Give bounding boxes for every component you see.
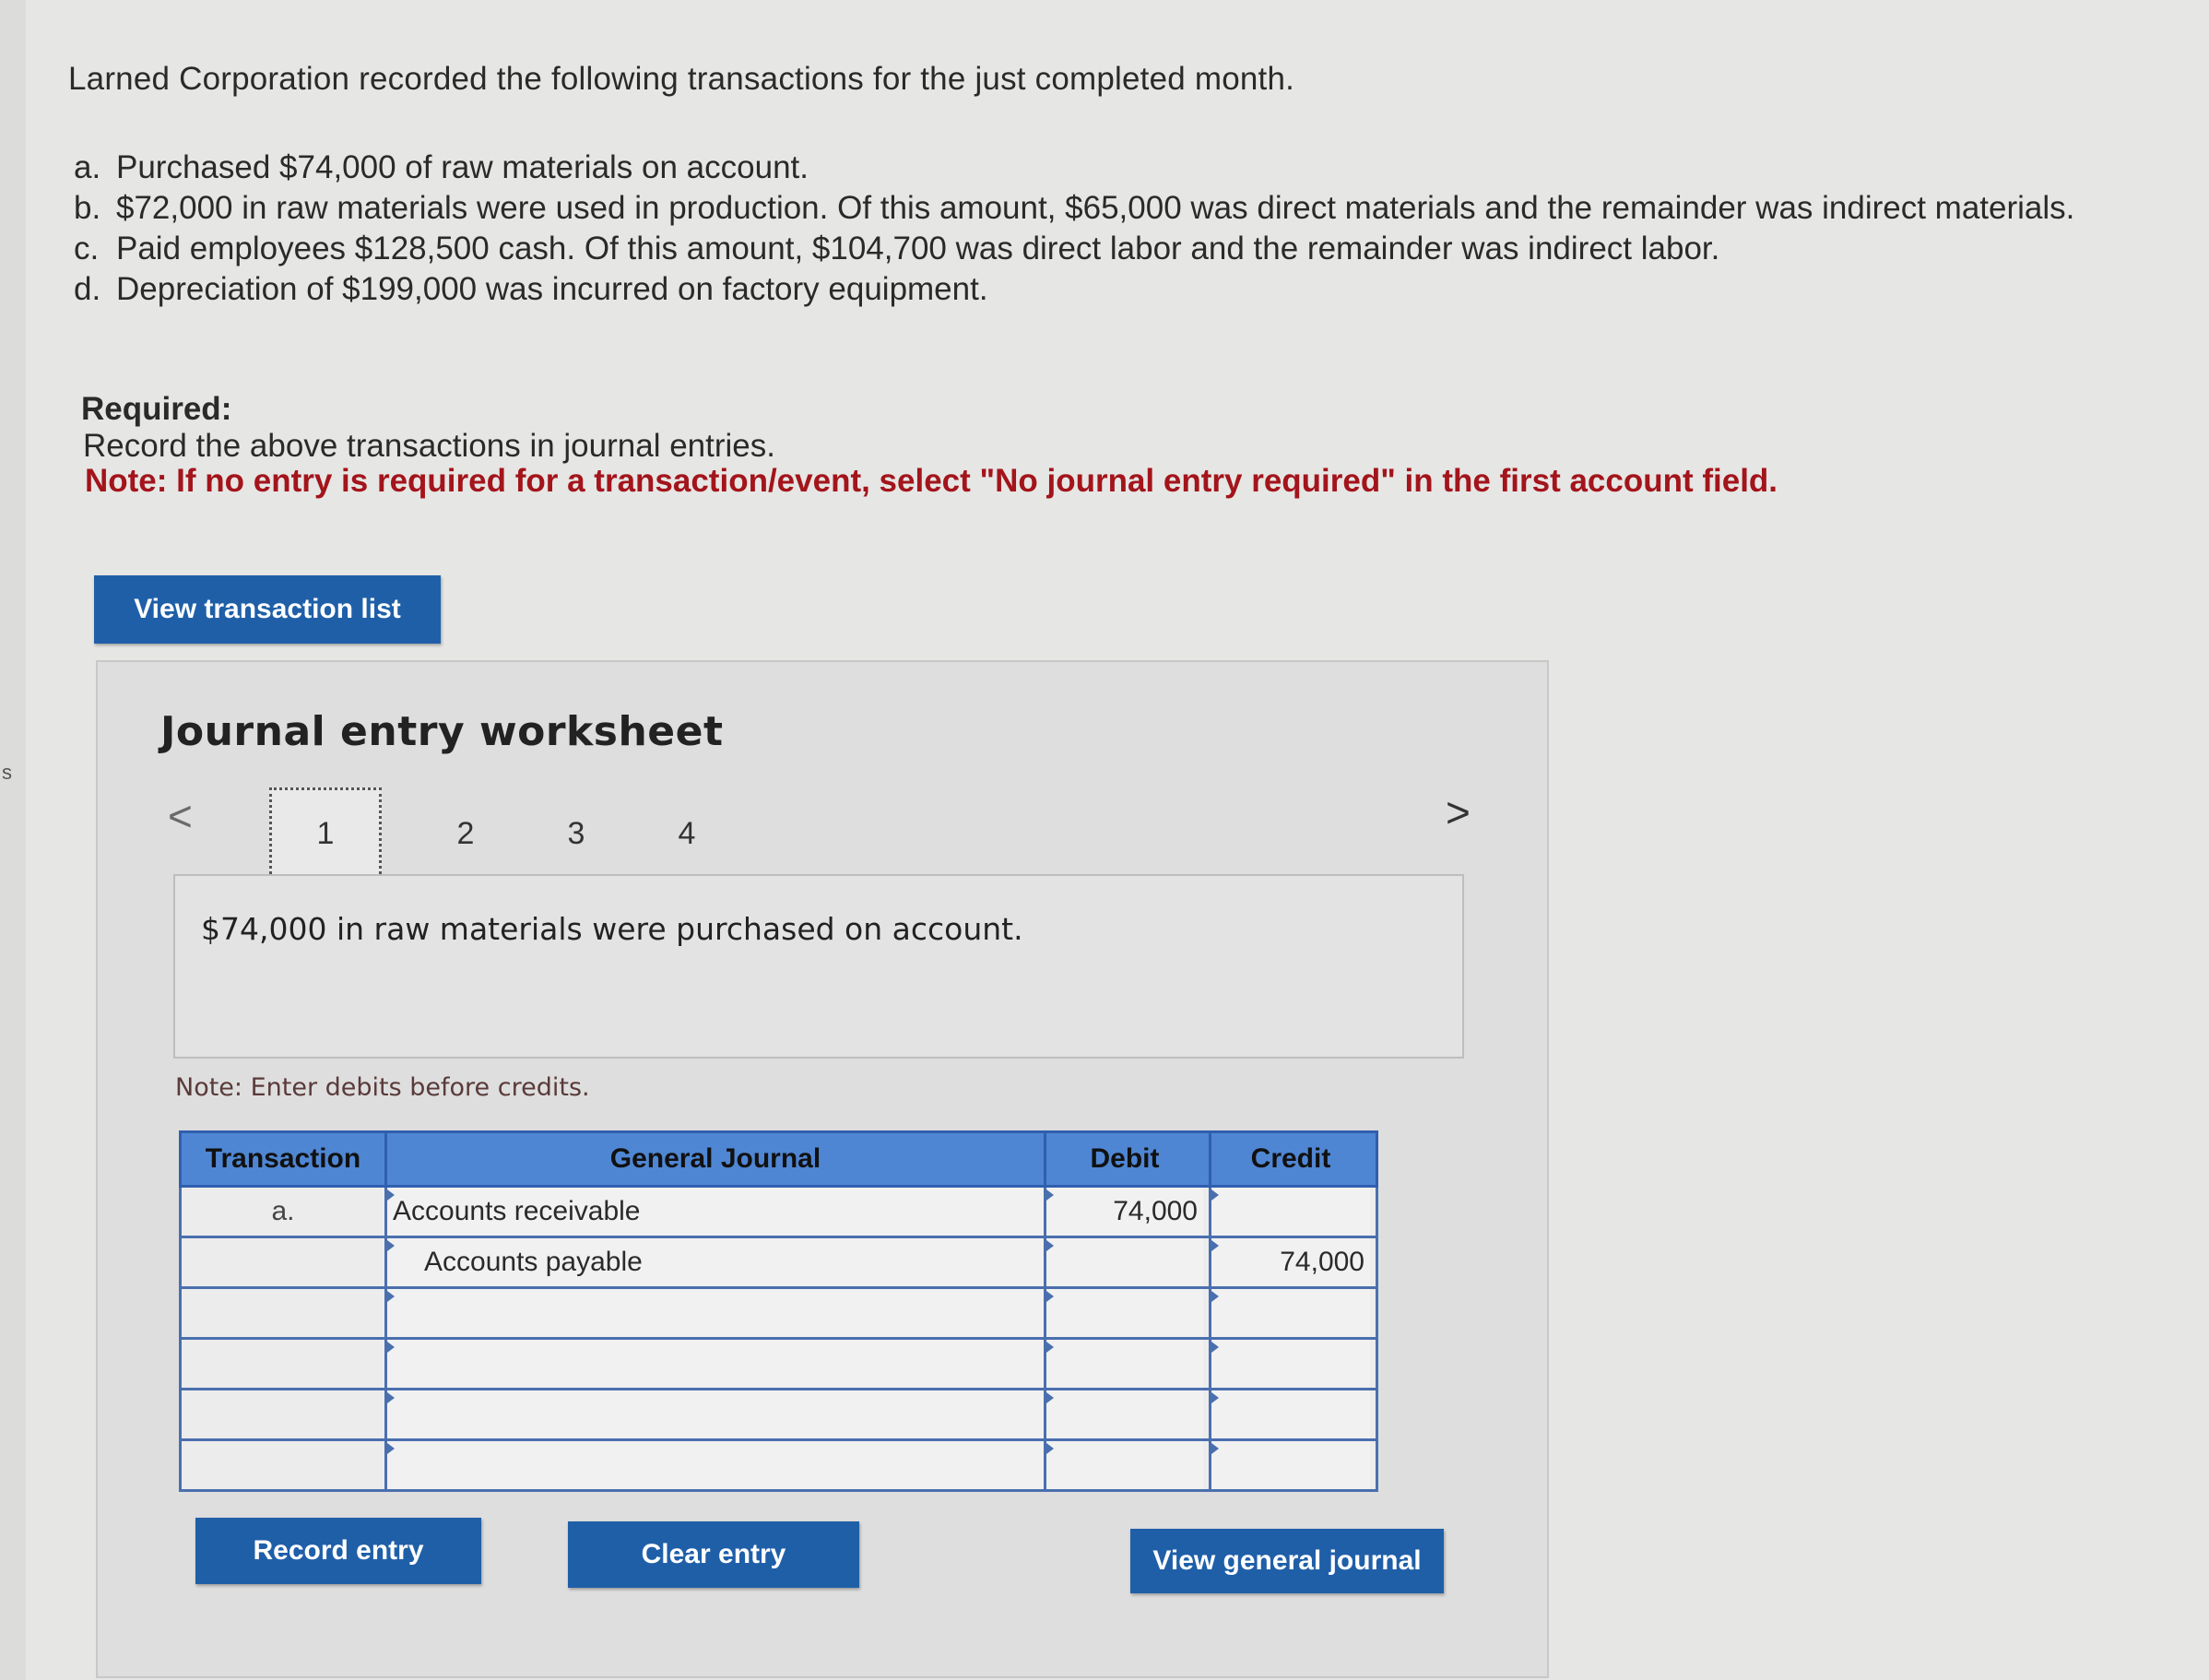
edge-letter: s (2, 761, 12, 784)
table-row (181, 1440, 1377, 1491)
transaction-cell (181, 1288, 386, 1339)
prev-chevron-icon[interactable]: < (168, 792, 193, 840)
required-note: Note: If no entry is required for a transaction/event, select "No journal entry required" in the first account field. (85, 463, 1778, 499)
transaction-description-box (173, 874, 1464, 1059)
table-row (181, 1237, 1377, 1288)
debit-input[interactable] (1045, 1288, 1211, 1339)
tab-1[interactable]: 1 (269, 787, 382, 880)
credit-input[interactable] (1211, 1390, 1377, 1440)
transaction-item-c: c. Paid employees $128,500 cash. Of this amount, $104,700 was direct labor and the remainder was indirect labor. (74, 231, 1720, 266)
header-transaction: Transaction (181, 1132, 386, 1187)
journal-table (179, 1130, 1378, 1492)
next-chevron-icon[interactable]: > (1446, 788, 1471, 836)
account-select[interactable] (386, 1288, 1045, 1339)
transaction-description: $74,000 in raw materials were purchased on account. (201, 911, 1023, 947)
journal-entry-worksheet (96, 660, 1549, 1678)
debits-note: Note: Enter debits before credits. (175, 1073, 590, 1102)
tab-4[interactable]: 4 (678, 815, 696, 851)
table-row (181, 1390, 1377, 1440)
transaction-cell (181, 1390, 386, 1440)
credit-input[interactable]: 74,000 (1211, 1237, 1377, 1288)
debit-input[interactable] (1045, 1339, 1211, 1390)
account-select[interactable] (386, 1440, 1045, 1491)
header-debit: Debit (1045, 1132, 1211, 1187)
left-edge-panel (0, 0, 26, 1680)
transaction-item-d: d. Depreciation of $199,000 was incurred on factory equipment. (74, 271, 988, 307)
table-row (181, 1288, 1377, 1339)
header-general-journal: General Journal (386, 1132, 1045, 1187)
transaction-item-b: b. $72,000 in raw materials were used in production. Of this amount, $65,000 was direct materials and the remainder was indirect materials. (74, 190, 2075, 226)
transaction-cell (181, 1237, 386, 1288)
transaction-cell (181, 1339, 386, 1390)
transaction-cell: a. (181, 1187, 386, 1237)
credit-input[interactable] (1211, 1187, 1377, 1237)
header-credit: Credit (1211, 1132, 1377, 1187)
debit-input[interactable]: 74,000 (1045, 1187, 1211, 1237)
record-entry-button[interactable]: Record entry (195, 1518, 481, 1584)
debit-input[interactable] (1045, 1237, 1211, 1288)
transaction-list (74, 148, 2139, 310)
worksheet-title: Journal entry worksheet (160, 708, 724, 755)
debit-input[interactable] (1045, 1440, 1211, 1491)
required-heading: Required: (81, 391, 232, 427)
table-row (181, 1187, 1377, 1237)
account-select[interactable] (386, 1339, 1045, 1390)
credit-input[interactable] (1211, 1288, 1377, 1339)
debit-input[interactable] (1045, 1390, 1211, 1440)
required-text: Record the above transactions in journal entries. (83, 428, 775, 464)
credit-input[interactable] (1211, 1339, 1377, 1390)
transaction-item-a: a. Purchased $74,000 of raw materials on account. (74, 149, 809, 185)
account-select[interactable] (386, 1390, 1045, 1440)
problem-intro: Larned Corporation recorded the following transactions for the just completed month. (68, 61, 1295, 97)
view-general-journal-button[interactable]: View general journal (1130, 1529, 1444, 1593)
tab-3[interactable]: 3 (567, 815, 585, 851)
account-select[interactable]: Accounts receivable (386, 1187, 1045, 1237)
account-select[interactable]: Accounts payable (386, 1237, 1045, 1288)
credit-input[interactable] (1211, 1440, 1377, 1491)
tab-2[interactable]: 2 (456, 815, 475, 851)
transaction-cell (181, 1440, 386, 1491)
clear-entry-button[interactable]: Clear entry (568, 1521, 859, 1588)
table-row (181, 1339, 1377, 1390)
view-transaction-list-button[interactable]: View transaction list (94, 575, 441, 644)
